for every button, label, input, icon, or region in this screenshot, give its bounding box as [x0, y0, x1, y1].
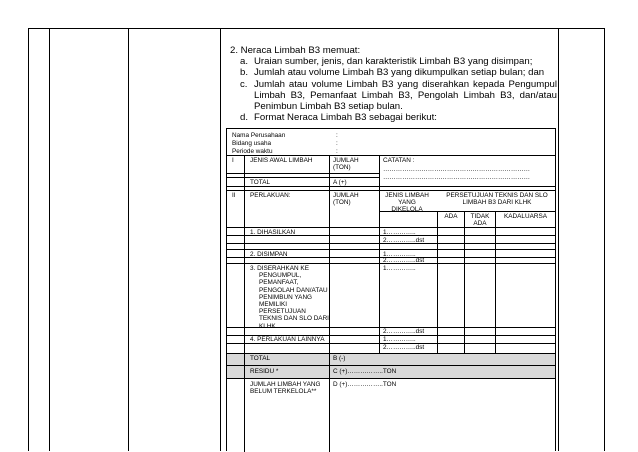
section-number: I: [232, 157, 234, 164]
column-header-perlakuan: PERLAKUAN:: [250, 192, 291, 199]
list-item: [240, 67, 557, 78]
entry-line: 1…………..: [383, 229, 416, 236]
list-item-text: Jumlah atau volume Limbah B3 yang diserahkan kepada Pengumpul Limbah B3, Pemanfaat Limbah B3, Pengolah Limbah B3, dan/atau Penimbun Limbah B3 setiap bulan.: [254, 78, 557, 113]
column-header-jenis-dikelola: JENIS LIMBAH YANG DIKELOLA: [385, 192, 429, 214]
total-a-label: TOTAL: [250, 179, 271, 186]
outer-table-border: [49, 28, 50, 451]
perlakuan-disimpan: 2. DISIMPAN: [250, 251, 288, 258]
column-header-jenis-awal: JENIS AWAL LIMBAH: [250, 157, 313, 164]
outer-table-border: [28, 28, 29, 451]
table-rule: [227, 249, 555, 250]
entry-line: 1…………..: [383, 251, 416, 258]
meta-label: Nama Perusahaan: [232, 132, 286, 139]
total-a-value: A (+): [333, 179, 347, 186]
table-rule: [227, 353, 555, 354]
entry-line: 2…………..dst: [383, 344, 425, 351]
entry-line: 1…………..: [383, 336, 416, 343]
table-col-border: [379, 155, 380, 353]
meta-colon: :: [336, 140, 338, 147]
table-col-border: [329, 155, 330, 452]
outer-table-border: [220, 28, 221, 451]
entry-line: 2…………..dst: [383, 328, 425, 335]
total-b-label: TOTAL: [250, 355, 271, 362]
entry-line: 2…………..dst: [383, 237, 425, 244]
total-b-value: B (-): [333, 355, 346, 362]
list-marker: c.: [240, 78, 248, 90]
outer-table-border: [604, 28, 605, 451]
table-rule: [227, 177, 379, 178]
list-heading: 2. Neraca Limbah B3 memuat:: [230, 45, 361, 56]
residu-value: C (+)……………..TON: [333, 368, 397, 375]
column-header-jumlah: JUMLAH (TON): [333, 157, 359, 172]
perlakuan-diserahkan: 3. DISERAHKAN KE PENGUMPUL, PEMANFAAT, PENGOLAH DAN/ATAU PENIMBUN YANG MEMILIKI PERSETUJUAN TEKNIS DAN SLO DARI KLHK: [250, 265, 329, 330]
outer-table-top-border: [28, 28, 604, 29]
subheader-tidak-ada: TIDAK ADA: [470, 213, 490, 228]
residu-label: RESIDU *: [250, 368, 279, 375]
table-col-border: [464, 211, 465, 353]
list-items: [230, 56, 557, 123]
column-header-persetujuan: PERSETUJUAN TEKNIS DAN SLO LIMBAH B3 DARI KLHK: [446, 192, 548, 207]
subheader-kadaluarsa: KADALUARSA: [504, 213, 547, 220]
outer-table-border: [558, 28, 559, 451]
table-rule: [227, 365, 555, 366]
table-rule: [227, 173, 379, 174]
meta-colon: :: [336, 132, 338, 139]
list-item-text: Format Neraca Limbah B3 sebagai berikut:: [254, 112, 437, 124]
entry-line: 2…………..dst: [383, 257, 425, 264]
column-header-jumlah: JUMLAH (TON): [333, 192, 359, 207]
belum-terkelola-value: D (+)……………..TON: [333, 381, 397, 388]
meta-colon: :: [336, 148, 338, 155]
table-rule: [227, 186, 555, 187]
list-item: [240, 56, 557, 67]
outer-table-border: [128, 28, 129, 451]
meta-label: Periode waktu: [232, 148, 273, 155]
neraca-form-table: [226, 128, 556, 451]
table-col-border: [437, 211, 438, 353]
table-rule: [227, 190, 555, 191]
perlakuan-lainnya: 4. PERLAKUAN LAINNYA: [250, 336, 325, 343]
entry-line: 1…………..: [383, 265, 416, 272]
section-number: II: [232, 192, 236, 199]
list-marker: d.: [240, 112, 249, 124]
column-header-catatan: CATATAN :: [383, 157, 415, 164]
table-col-border: [244, 155, 245, 452]
meta-label: Bidang usaha: [232, 140, 272, 147]
list-marker: b.: [240, 67, 249, 79]
table-rule: [227, 378, 555, 379]
belum-terkelola-label: JUMLAH LIMBAH YANG BELUM TERKELOLA**: [250, 381, 321, 396]
catatan-dotted-line: ……………………………………………………………: [383, 174, 530, 181]
list-marker: a.: [240, 56, 249, 68]
list-item: [240, 112, 557, 123]
table-rule: [227, 155, 555, 156]
total-row-shade: [227, 353, 555, 365]
neraca-content-list: [230, 45, 557, 123]
catatan-dotted-line: ……………………………………………………………: [383, 166, 530, 173]
table-rule: [227, 227, 555, 228]
perlakuan-dihasilkan: 1. DIHASILKAN: [250, 229, 296, 236]
subheader-ada: ADA: [444, 213, 458, 220]
list-item-text: Uraian sumber, jenis, dan karakteristik Limbah B3 yang disimpan;: [254, 56, 533, 68]
list-item: [240, 79, 557, 113]
list-item-text: Jumlah atau volume Limbah B3 yang dikumpulkan setiap bulan; dan: [254, 67, 545, 79]
table-col-border: [495, 211, 496, 353]
